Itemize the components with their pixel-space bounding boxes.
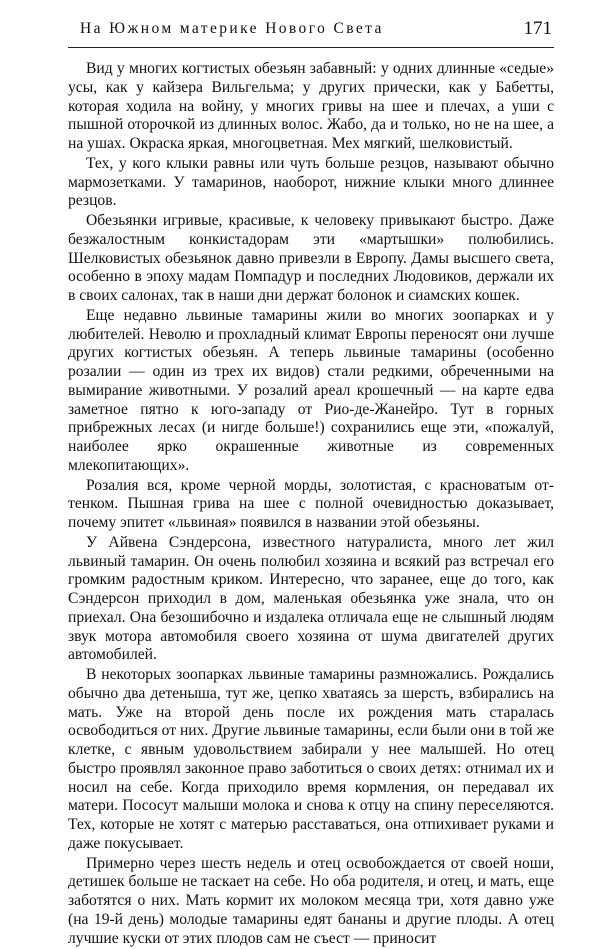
page-number: 171 (523, 18, 552, 39)
body-text (68, 60, 554, 949)
paragraph: Еще недавно львиные тамарины жили во многих зоопарках и у любителей. Неволю и прохладный климат Европы переносят они лучше других когтистых обезьян. А теперь львиные тамарины (особенно розалии — один из трех их видов) стали редкими, обреченными на вымирание животными. У розалий ареал крошечный — на карте едва заметное пятно к юго-западу от Рио-де-Жанейро. Тут в горных прибрежных лесах (и нигде больше!) сохранились еще эти, «пожалуй, наиболее ярко окрашенные животные из современных млекопитающих». (68, 306, 554, 474)
paragraph: Обезьянки игривые, красивые, к человеку привыкают быстро. Даже безжалостным конкистадорам эти «мартышки» полюбились. Шелковистых обезьянок давно привезли в Европу. Дамы высшего света, особенно в эпоху мадам Помпадур и последних Людовиков, держали их в своих салонах, так в наши дни держат болонок и сиамских кошек. (68, 212, 554, 304)
paragraph: Тех, у кого клыки равны или чуть больше резцов, называют обычно мармозетками. У тамаринов, наоборот, нижние клыки много длиннее резцов. (68, 154, 554, 210)
paragraph: Вид у многих когтистых обезьян забавный: у одних длинные «седые» усы, как у кайзера Вильгельма; у других прически, как у Бабетты, которая ходила на войну, у многих гривы на шее и плечах, а уши с пышной оторочкой из длинных волос. Жабо, да и только, но не на шее, а на ушах. Окраска яркая, многоцветная. Мех мягкий, шелковистый. (68, 60, 554, 152)
running-head (68, 18, 554, 46)
running-title: На Южном материке Нового Света (80, 20, 384, 37)
header-rule (68, 47, 554, 48)
paragraph: Розалия вся, кроме черной морды, золотистая, с красноватым оттенком. Пышная грива на шее с полной очевидностью доказывает, почему эпитет «львиная» появился в названии этой обезьяны. (68, 476, 554, 531)
paragraph: Примерно через шесть недель и отец освобождается от своей ноши, детишек больше не таскает на себе. Но оба родителя, и отец, и мать, еще заботятся о них. Мать кормит их молоком месяца три, хотя давно уже (на 19-й день) молодые тамарины едят бананы и другие плоды. А отец лучшие куски от этих плодов сам не съест — приносит (68, 854, 554, 947)
paragraph: У Айвена Сэндерсона, известного натуралиста, много лет жил львиный тамарин. Он очень полюбил хозяина и всякий раз встречал его громким радостным криком. Интересно, что заранее, еще до того, как Сэндерсон приходил в дом, маленькая обезьянка уже знала, что он приехал. Она безошибочно и издалека отличала еще не слышный людям звук мотора автомобиля своего хозяина от шума двигателей других автомобилей. (68, 533, 554, 664)
paragraph: В некоторых зоопарках львиные тамарины размножались. Рождались обычно два детеныша, тут же, цепко хватаясь за шерсть, взбирались на мать. Уже на второй день после их рождения мать старалась освободиться от них. Другие львиные тамарины, если были они в той же клетке, с явным удовольствием забирали у нее малышей. Но отец быстро проявлял законное право заботиться о своих детях: отнимал их и носил на себе. Когда приходило время кормления, он передавал их матери. Пососут малыши молока и снова к отцу на спину переселяются. Тех, которые не хотят с матерью расставаться, она отпихивает руками и даже покусывает. (68, 666, 554, 852)
